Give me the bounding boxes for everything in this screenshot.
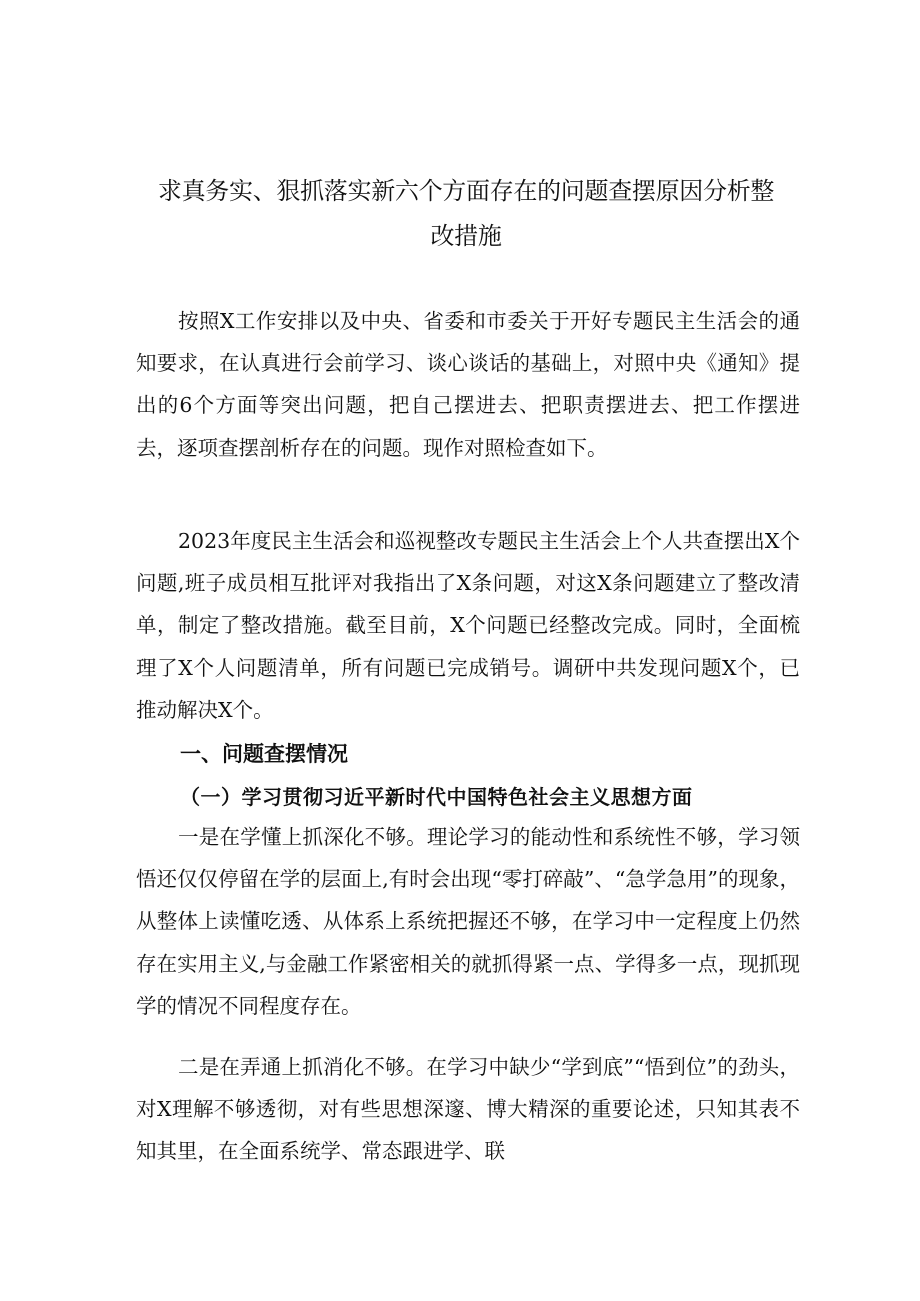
issue-paragraph-1: 一是在学懂上抓深化不够。理论学习的能动性和系统性不够，学习领悟还仅仅停留在学的层面上,有时会出现“零打碎敲”、“急学急用”的现象，从整体上读懂吃透、从体系上系统把握还不够，在学习中一定程度上仍然存在实用主义,与金融工作紧密相关的就抓得紧一点、学得多一点，现抓现学的情况不同程度存在。 <box>136 825 800 1018</box>
intro-paragraph: 按照X工作安排以及中央、省委和市委关于开好专题民主生活会的通知要求，在认真进行会前学习、谈心谈话的基础上，对照中央《通知》提出的6个方面等突出问题，把自己摆进去、把职责摆进去、把工作摆进去，逐项查摆剖析存在的问题。现作对照检查如下。 <box>136 309 800 460</box>
document-title-line-2: 改措施 <box>430 222 502 250</box>
section-heading: 一、问题查摆情况 <box>180 742 348 766</box>
subsection-heading: （一）学习贯彻习近平新时代中国特色社会主义思想方面 <box>180 785 693 809</box>
document-title-line-1: 求真务实、狠抓落实新六个方面存在的问题查摆原因分析整 <box>157 177 775 205</box>
summary-paragraph: 2023年度民主生活会和巡视整改专题民主生活会上个人共查摆出X个问题,班子成员相互批评对我指出了X条问题，对这X条问题建立了整改清单，制定了整改措施。截至目前，X个问题已经整改完成。同时，全面梳理了X个人问题清单，所有问题已完成销号。调研中共发现问题X个，已推动解决X个。 <box>136 529 800 722</box>
issue-paragraph-2: 二是在弄通上抓消化不够。在学习中缺少“学到底”“悟到位”的劲头，对X理解不够透彻，对有些思想深邃、博大精深的重要论述，只知其表不知其里，在全面系统学、常态跟进学、联 <box>136 1055 800 1164</box>
